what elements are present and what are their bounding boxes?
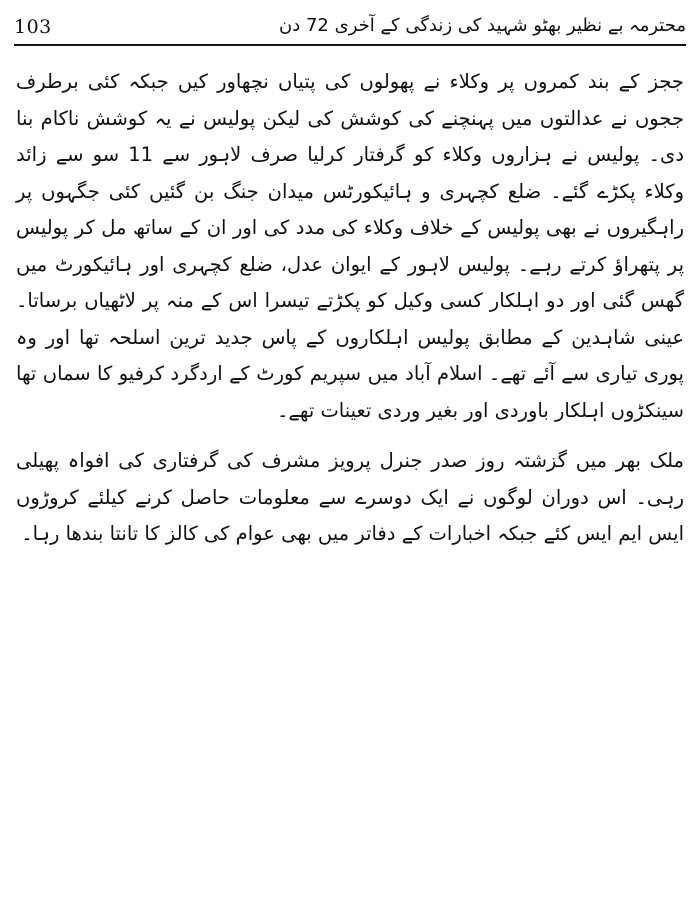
header-divider [14, 44, 686, 46]
page-header [14, 14, 686, 44]
running-title: محترمہ بے نظیر بھٹو شہید کی زندگی کے آخری 72 دن [279, 15, 686, 36]
body-text [16, 64, 684, 553]
paragraph-2: ملک بھر میں گزشتہ روز صدر جنرل پرویز مشرف کی گرفتاری کی افواہ پھیلی رہی۔ اس دوران لوگوں نے ایک دوسرے سے معلومات حاصل کرنے کیلئے کروڑوں ایس ایم ایس کئے جبکہ اخبارات کے دفاتر میں بھی عوام کی کالز کا تانتا بندھا رہا۔ [16, 449, 684, 545]
paragraph-1: ججز کے بند کمروں پر وکلاء نے پھولوں کی پتیاں نچھاور کیں جبکہ کئی برطرف ججوں نے عدالتوں میں پہنچنے کی کوشش کی لیکن پولیس نے یہ کوشش ناکام بنا دی۔ پولیس نے ہزاروں وکلاء کو گرفتار کرلیا صرف لاہور سے 11 سو سے زائد وکلاء پکڑے گئے۔ ضلع کچہری و ہائیکورٹس میدان جنگ بن گئیں کئی جگہوں پر راہگیروں نے بھی پولیس کے خلاف وکلاء کی مدد کی اور ان کے ساتھ مل کر پولیس پر پتھراؤ کرتے رہے۔ پولیس لاہور کے ایوان عدل، ضلع کچہری اور ہائیکورٹ میں گھس گئی اور دو اہلکار کسی وکیل کو پکڑتے تیسرا اس کے منہ پر لاٹھیاں برساتا۔ عینی شاہدین کے مطابق پولیس اہلکاروں کے پاس جدید ترین اسلحہ تھا اور وہ پوری تیاری سے آئے تھے۔ اسلام آباد میں سپریم کورٹ کے اردگرد کرفیو کا سماں تھا سینکڑوں اہلکار باوردی اور بغیر وردی تعینات تھے۔ [16, 70, 684, 422]
page-number: 103 [14, 16, 52, 38]
